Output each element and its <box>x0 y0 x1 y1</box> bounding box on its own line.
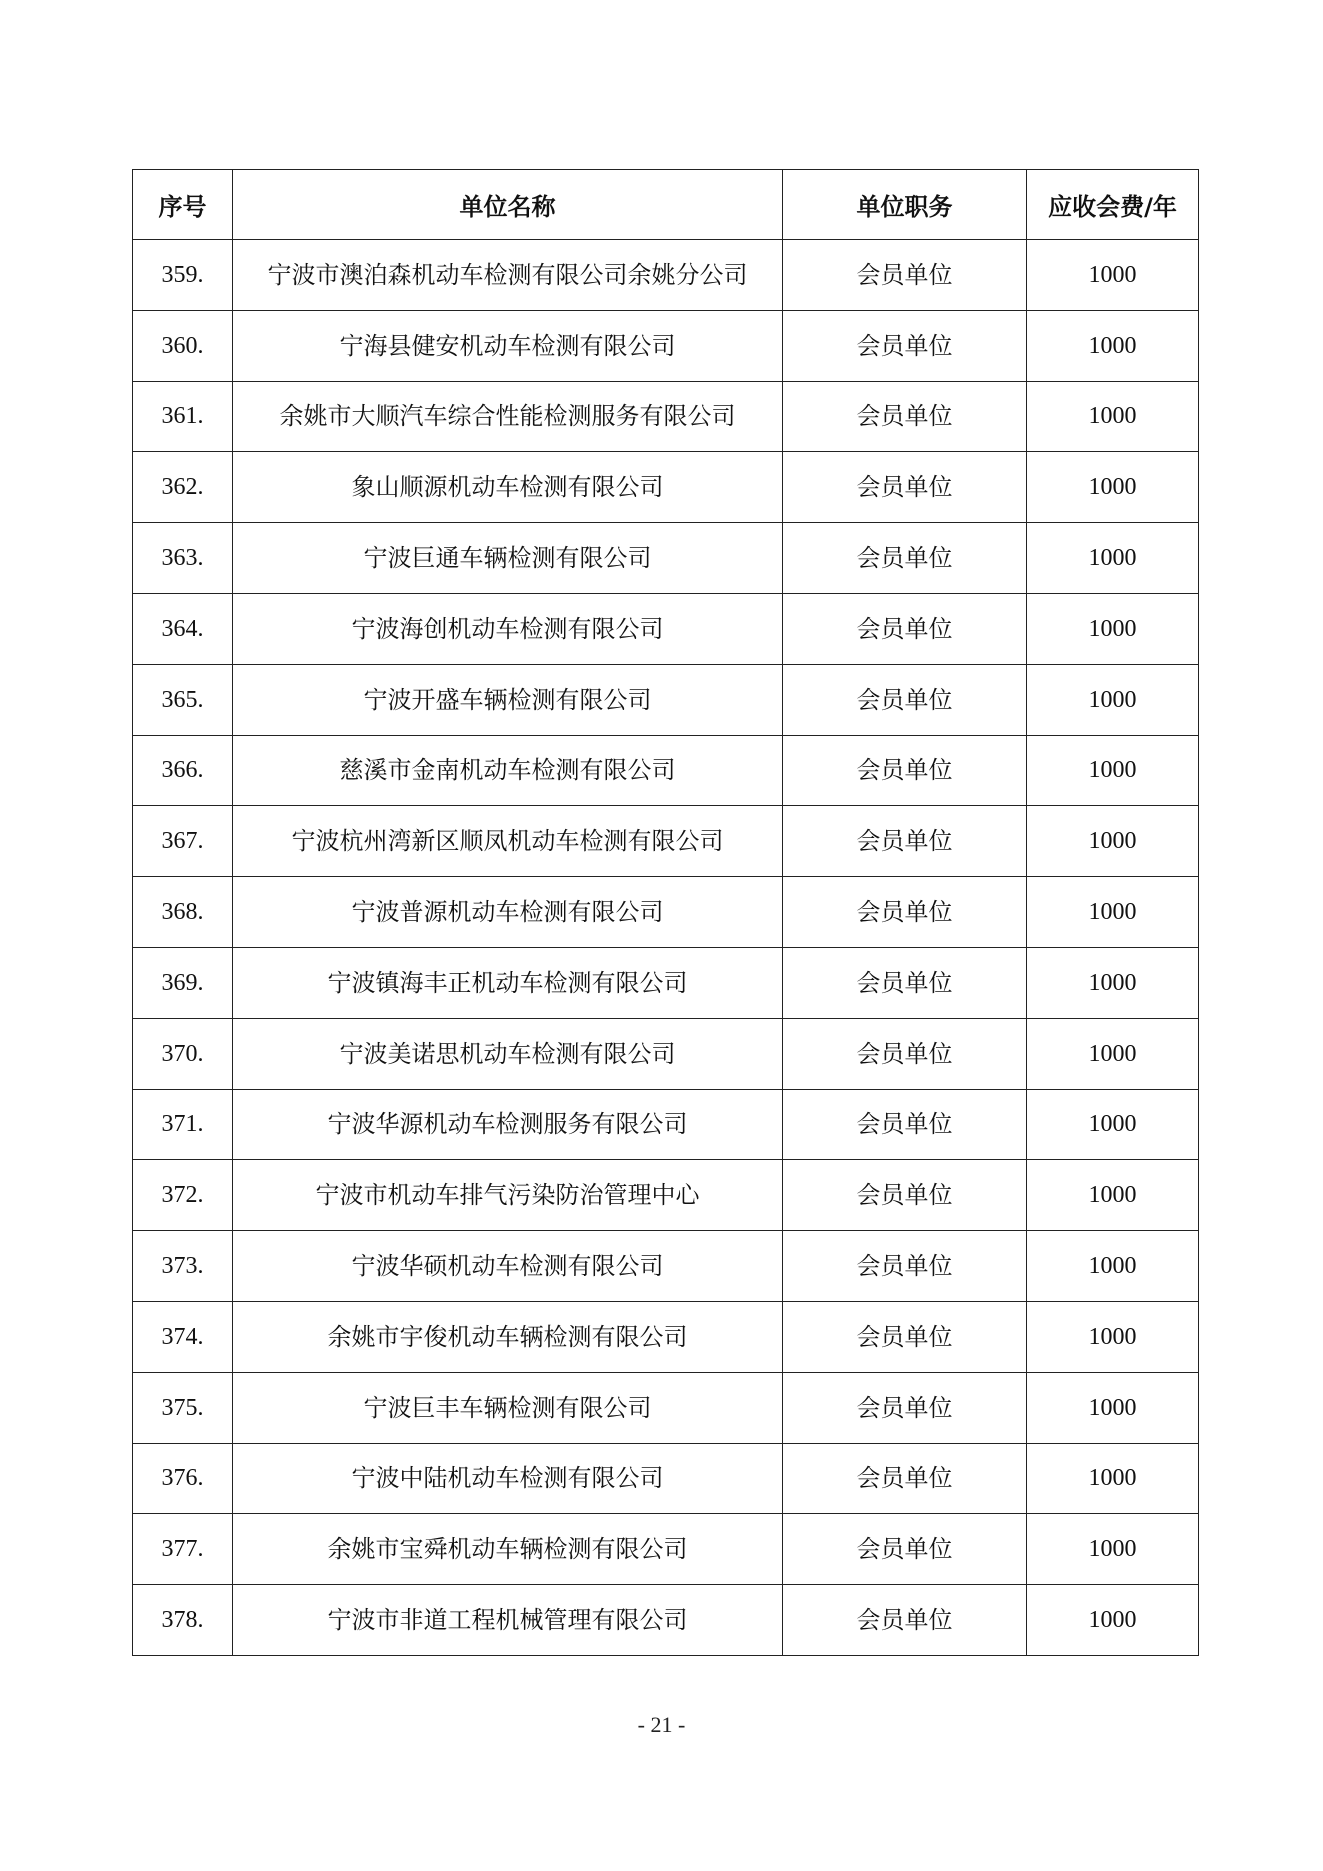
cell-role: 会员单位 <box>783 381 1027 452</box>
cell-role: 会员单位 <box>783 1372 1027 1443</box>
cell-no: 377. <box>133 1514 233 1585</box>
cell-fee: 1000 <box>1027 1301 1199 1372</box>
cell-name: 余姚市宇俊机动车辆检测有限公司 <box>233 1301 783 1372</box>
cell-role: 会员单位 <box>783 947 1027 1018</box>
cell-role: 会员单位 <box>783 240 1027 311</box>
cell-name: 宁波巨丰车辆检测有限公司 <box>233 1372 783 1443</box>
cell-no: 366. <box>133 735 233 806</box>
cell-fee: 1000 <box>1027 664 1199 735</box>
cell-role: 会员单位 <box>783 1585 1027 1656</box>
cell-name: 宁波华硕机动车检测有限公司 <box>233 1231 783 1302</box>
table-row <box>133 806 1199 877</box>
cell-no: 378. <box>133 1585 233 1656</box>
table-row <box>133 1372 1199 1443</box>
cell-role: 会员单位 <box>783 1443 1027 1514</box>
cell-name: 宁波市机动车排气污染防治管理中心 <box>233 1160 783 1231</box>
cell-no: 370. <box>133 1018 233 1089</box>
table-row <box>133 735 1199 806</box>
table-row <box>133 310 1199 381</box>
cell-no: 361. <box>133 381 233 452</box>
cell-fee: 1000 <box>1027 1160 1199 1231</box>
cell-no: 364. <box>133 593 233 664</box>
table-row <box>133 1301 1199 1372</box>
table-row <box>133 1443 1199 1514</box>
cell-role: 会员单位 <box>783 310 1027 381</box>
table-row <box>133 452 1199 523</box>
cell-no: 372. <box>133 1160 233 1231</box>
cell-role: 会员单位 <box>783 1160 1027 1231</box>
cell-no: 367. <box>133 806 233 877</box>
cell-name: 宁波杭州湾新区顺凤机动车检测有限公司 <box>233 806 783 877</box>
table-row <box>133 240 1199 311</box>
cell-role: 会员单位 <box>783 664 1027 735</box>
cell-fee: 1000 <box>1027 523 1199 594</box>
cell-name: 宁波普源机动车检测有限公司 <box>233 877 783 948</box>
cell-no: 375. <box>133 1372 233 1443</box>
header-role: 单位职务 <box>783 170 1027 240</box>
table-row <box>133 1514 1199 1585</box>
cell-role: 会员单位 <box>783 1301 1027 1372</box>
cell-name: 宁波美诺思机动车检测有限公司 <box>233 1018 783 1089</box>
cell-no: 376. <box>133 1443 233 1514</box>
cell-name: 宁波巨通车辆检测有限公司 <box>233 523 783 594</box>
cell-no: 368. <box>133 877 233 948</box>
cell-no: 360. <box>133 310 233 381</box>
cell-no: 359. <box>133 240 233 311</box>
header-fee: 应收会费/年 <box>1027 170 1199 240</box>
cell-role: 会员单位 <box>783 806 1027 877</box>
cell-fee: 1000 <box>1027 735 1199 806</box>
table-row <box>133 947 1199 1018</box>
cell-fee: 1000 <box>1027 452 1199 523</box>
cell-fee: 1000 <box>1027 310 1199 381</box>
cell-fee: 1000 <box>1027 1514 1199 1585</box>
cell-fee: 1000 <box>1027 806 1199 877</box>
cell-name: 余姚市大顺汽车综合性能检测服务有限公司 <box>233 381 783 452</box>
cell-name: 宁波市非道工程机械管理有限公司 <box>233 1585 783 1656</box>
cell-fee: 1000 <box>1027 593 1199 664</box>
cell-role: 会员单位 <box>783 1089 1027 1160</box>
cell-role: 会员单位 <box>783 1514 1027 1585</box>
table-row <box>133 593 1199 664</box>
cell-role: 会员单位 <box>783 877 1027 948</box>
header-no: 序号 <box>133 170 233 240</box>
cell-name: 宁波中陆机动车检测有限公司 <box>233 1443 783 1514</box>
cell-name: 宁波开盛车辆检测有限公司 <box>233 664 783 735</box>
cell-fee: 1000 <box>1027 1372 1199 1443</box>
cell-role: 会员单位 <box>783 1231 1027 1302</box>
table-row <box>133 381 1199 452</box>
cell-fee: 1000 <box>1027 877 1199 948</box>
cell-role: 会员单位 <box>783 735 1027 806</box>
cell-fee: 1000 <box>1027 381 1199 452</box>
cell-fee: 1000 <box>1027 1585 1199 1656</box>
table-row <box>133 1018 1199 1089</box>
table-row <box>133 523 1199 594</box>
table-row <box>133 1089 1199 1160</box>
table-row <box>133 1160 1199 1231</box>
cell-no: 369. <box>133 947 233 1018</box>
page-number: - 21 - <box>637 1712 686 1737</box>
cell-role: 会员单位 <box>783 593 1027 664</box>
cell-no: 362. <box>133 452 233 523</box>
membership-fee-table <box>132 169 1199 1656</box>
cell-fee: 1000 <box>1027 947 1199 1018</box>
cell-fee: 1000 <box>1027 1089 1199 1160</box>
cell-no: 365. <box>133 664 233 735</box>
cell-fee: 1000 <box>1027 1443 1199 1514</box>
table-row <box>133 664 1199 735</box>
table-row <box>133 1585 1199 1656</box>
table-row <box>133 1231 1199 1302</box>
cell-fee: 1000 <box>1027 240 1199 311</box>
cell-no: 373. <box>133 1231 233 1302</box>
cell-fee: 1000 <box>1027 1231 1199 1302</box>
cell-name: 宁波华源机动车检测服务有限公司 <box>233 1089 783 1160</box>
cell-no: 363. <box>133 523 233 594</box>
cell-name: 慈溪市金南机动车检测有限公司 <box>233 735 783 806</box>
cell-no: 371. <box>133 1089 233 1160</box>
cell-fee: 1000 <box>1027 1018 1199 1089</box>
cell-name: 宁波海创机动车检测有限公司 <box>233 593 783 664</box>
cell-role: 会员单位 <box>783 452 1027 523</box>
table-row <box>133 877 1199 948</box>
cell-role: 会员单位 <box>783 523 1027 594</box>
table-body <box>133 240 1199 1656</box>
table-header-row <box>133 170 1199 240</box>
cell-no: 374. <box>133 1301 233 1372</box>
cell-role: 会员单位 <box>783 1018 1027 1089</box>
cell-name: 余姚市宝舜机动车辆检测有限公司 <box>233 1514 783 1585</box>
cell-name: 宁波镇海丰正机动车检测有限公司 <box>233 947 783 1018</box>
cell-name: 宁海县健安机动车检测有限公司 <box>233 310 783 381</box>
cell-name: 象山顺源机动车检测有限公司 <box>233 452 783 523</box>
header-name: 单位名称 <box>233 170 783 240</box>
cell-name: 宁波市澳泊森机动车检测有限公司余姚分公司 <box>233 240 783 311</box>
